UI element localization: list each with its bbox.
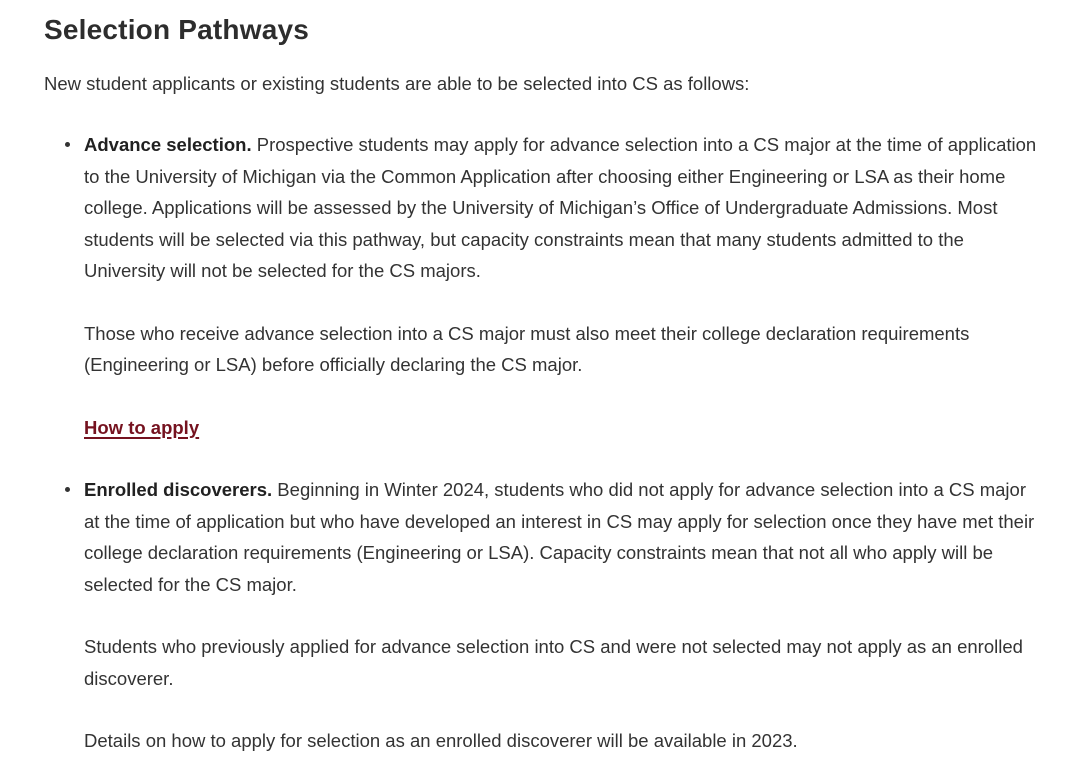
item-lead-advance-selection: Advance selection.: [84, 134, 252, 155]
advance-selection-declaration-paragraph: Those who receive advance selection into a CS major must also meet their college declaration requirements (Engineering or LSA) before officially declaring the CS major.: [84, 322, 970, 375]
how-to-apply-link[interactable]: How to apply: [84, 416, 200, 438]
list-item-enrolled-discoverers: [84, 474, 1042, 757]
intro-paragraph: New student applicants or existing students are able to be selected into CS as follows:: [44, 73, 750, 94]
list-item-advance-selection: [84, 129, 1042, 443]
item-body-enrolled-discoverers: Beginning in Winter 2024, students who did not apply for advance selection into a CS major at the time of application but who have developed an interest in CS may apply for selection once they have met their college declaration requirements (Engineering or LSA). Capacity constraints mean that not all who apply will be selected for the CS major.: [84, 479, 1035, 595]
enrolled-discoverers-paragraph: [84, 474, 1042, 600]
page-title: Selection Pathways: [44, 14, 310, 45]
item-lead-enrolled-discoverers: Enrolled discoverers.: [84, 479, 273, 500]
details-availability-paragraph: Details on how to apply for selection as an enrolled discoverer will be available in 2023.: [84, 730, 798, 751]
how-to-apply-paragraph: [84, 412, 1042, 444]
previously-applied-paragraph: Students who previously applied for advance selection into CS and were not selected may not apply as an enrolled discoverer.: [84, 636, 1023, 689]
advance-selection-paragraph: [84, 129, 1042, 287]
pathway-list: [44, 129, 1042, 757]
item-body-advance-selection: Prospective students may apply for advance selection into a CS major at the time of application to the University of Michigan via the Common Application after choosing either Engineering or LSA as their home college. Applications will be assessed by the University of Michigan’s Office of Undergraduate Admissions. Most students will be selected via this pathway, but capacity constraints mean that many students admitted to the University will not be selected for the CS majors.: [84, 134, 1037, 281]
